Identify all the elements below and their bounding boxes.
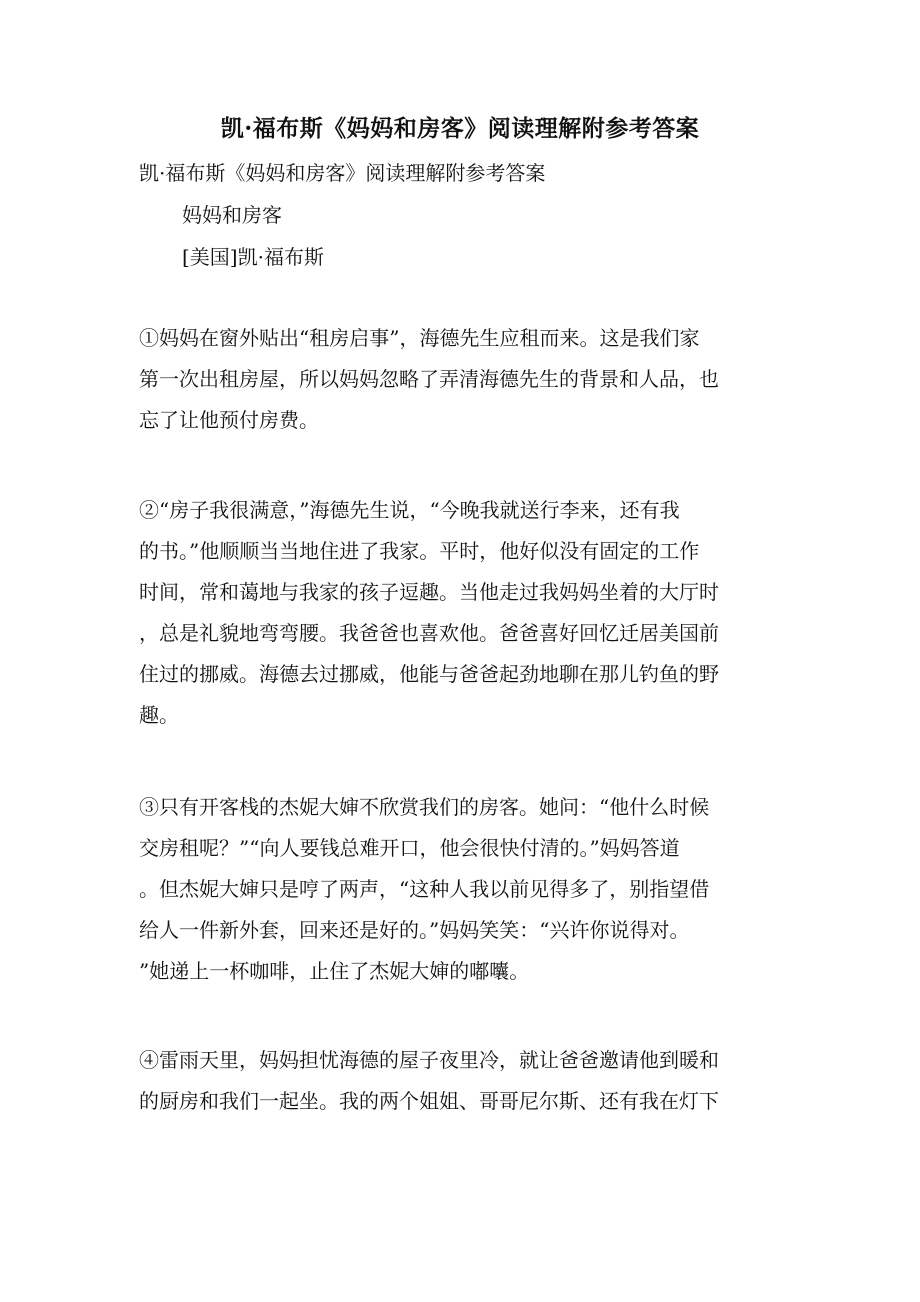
text-line: 的书。”他顺顺当当地住进了我家。平时，他好似没有固定的工作 bbox=[139, 539, 700, 563]
text-line: 的厨房和我们一起坐。我的两个姐姐、哥哥尼尔斯、还有我在灯下 bbox=[139, 1089, 719, 1113]
paragraph-4 bbox=[139, 1040, 779, 1122]
text-line: ，总是礼貌地弯弯腰。我爸爸也喜欢他。爸爸喜好回忆迁居美国前 bbox=[139, 621, 719, 645]
text-line: ①妈妈在窗外贴出“租房启事”，海德先生应租而来。这是我们家 bbox=[139, 326, 700, 350]
text-line: ④雷雨天里，妈妈担忧海德的屋子夜里冷，就让爸爸邀请他到暖和 bbox=[139, 1048, 719, 1072]
text-line: 交房租呢？”“向人要钱总难开口，他会很快付清的。”妈妈答道 bbox=[139, 836, 680, 860]
text-line: ③只有开客栈的杰妮大婶不欣赏我们的房客。她问：“他什么时候 bbox=[139, 795, 710, 819]
paragraph-1 bbox=[139, 318, 779, 441]
text-line: 。但杰妮大婶只是哼了两声，“这种人我以前见得多了，别指望借 bbox=[139, 877, 710, 901]
document-subtitle: 凯·福布斯《妈妈和房客》阅读理解附参考答案 bbox=[139, 161, 546, 185]
text-line: 第一次出租房屋，所以妈妈忽略了弄清海德先生的背景和人品，也 bbox=[139, 367, 719, 391]
text-line: 时间，常和蔼地与我家的孩子逗趣。当他走过我妈妈坐着的大厅时 bbox=[139, 580, 719, 604]
paragraph-2 bbox=[139, 490, 779, 736]
paragraph-3 bbox=[139, 787, 779, 992]
text-line: 趣。 bbox=[139, 703, 179, 727]
text-line: ②“房子我很满意，”海德先生说，“今晚我就送行李来，还有我 bbox=[139, 498, 680, 522]
story-author: [美国]凯·福布斯 bbox=[182, 245, 324, 269]
text-line: 忘了让他预付房费。 bbox=[139, 408, 319, 432]
text-line: ”她递上一杯咖啡，止住了杰妮大婶的嘟囔。 bbox=[139, 959, 530, 983]
story-title: 妈妈和房客 bbox=[182, 203, 282, 227]
text-line: 给人一件新外套，回来还是好的。”妈妈笑笑：“兴许你说得对。 bbox=[139, 918, 690, 942]
text-line: 住过的挪威。海德去过挪威，他能与爸爸起劲地聊在那儿钓鱼的野 bbox=[139, 662, 719, 686]
document-title: 凯·福布斯《妈妈和房客》阅读理解附参考答案 bbox=[220, 115, 700, 142]
